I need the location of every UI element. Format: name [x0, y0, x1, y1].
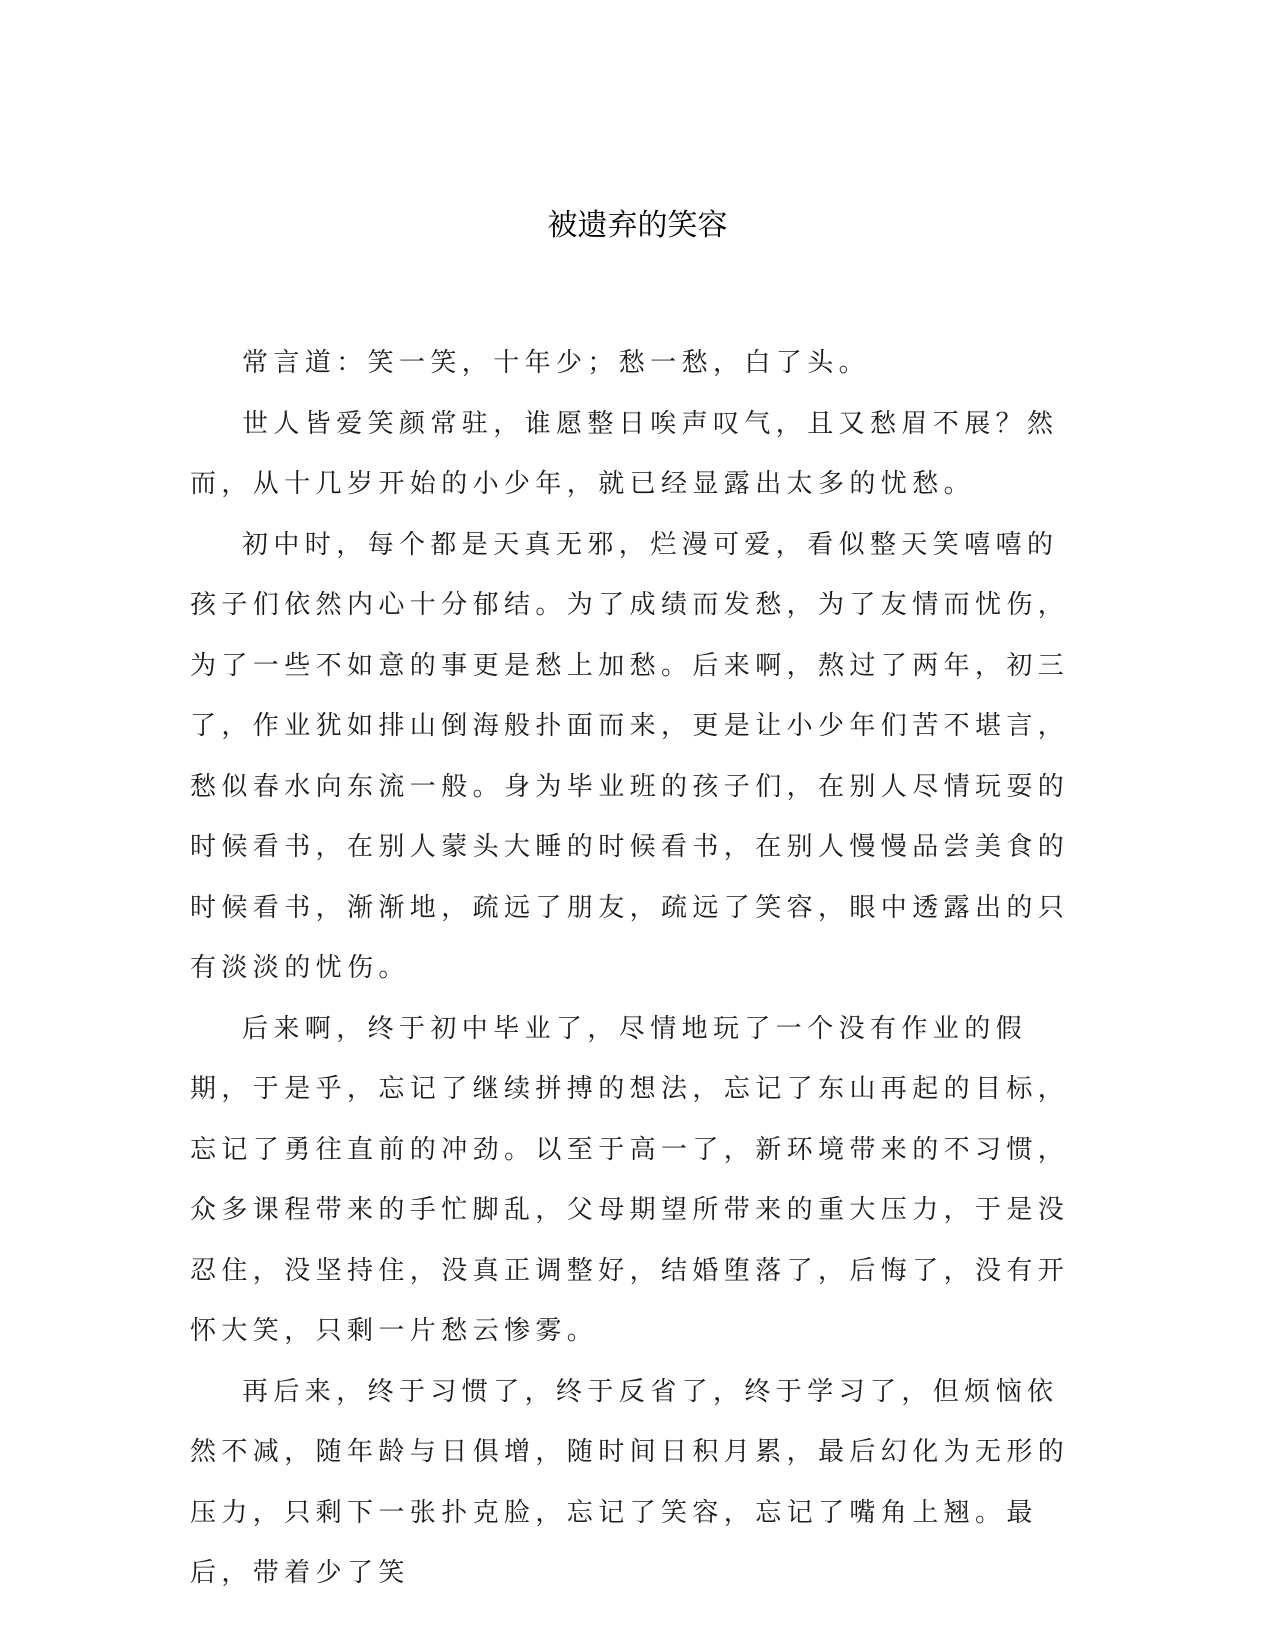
essay-body [190, 333, 1080, 1604]
paragraph: 世人皆爱笑颜常驻，谁愿整日唉声叹气，且又愁眉不展？然而，从十几岁开始的小少年，就已经显露出太多的忧愁。 [190, 408, 1059, 499]
paragraph: 初中时，每个都是天真无邪，烂漫可爱，看似整天笑嘻嘻的孩子们依然内心十分郁结。为了成绩而发愁，为了友情而忧伤，为了一些不如意的事更是愁上加愁。后来啊，熬过了两年，初三了，作业犹如排山倒海般扑面而来，更是让小少年们苦不堪言，愁似春水向东流一般。身为毕业班的孩子们，在别人尽情玩耍的时候看书，在别人蒙头大睡的时候看书，在别人慢慢品尝美食的时候看书，渐渐地，疏远了朋友，疏远了笑容，眼中透露出的只有淡淡的忧伤。 [190, 529, 1070, 983]
paragraph: 再后来，终于习惯了，终于反省了，终于学习了，但烦恼依然不减，随年龄与日俱增，随时间日积月累，最后幻化为无形的压力，只剩下一张扑克脸，忘记了笑容，忘记了嘴角上翘。最后，带着少了笑 [190, 1376, 1070, 1588]
paragraph: 常言道：笑一笑，十年少；愁一愁，白了头。 [242, 348, 871, 378]
paragraph: 后来啊，终于初中毕业了，尽情地玩了一个没有作业的假期，于是乎，忘记了继续拼搏的想法，忘记了东山再起的目标，忘记了勇往直前的冲劲。以至于高一了，新环境带来的不习惯，众多课程带来的手忙脚乱，父母期望所带来的重大压力，于是没忍住，没坚持住，没真正调整好，结婚堕落了，后悔了，没有开怀大笑，只剩一片愁云惨雾。 [190, 1013, 1070, 1346]
page-title: 被遗弃的笑容 [547, 208, 728, 243]
